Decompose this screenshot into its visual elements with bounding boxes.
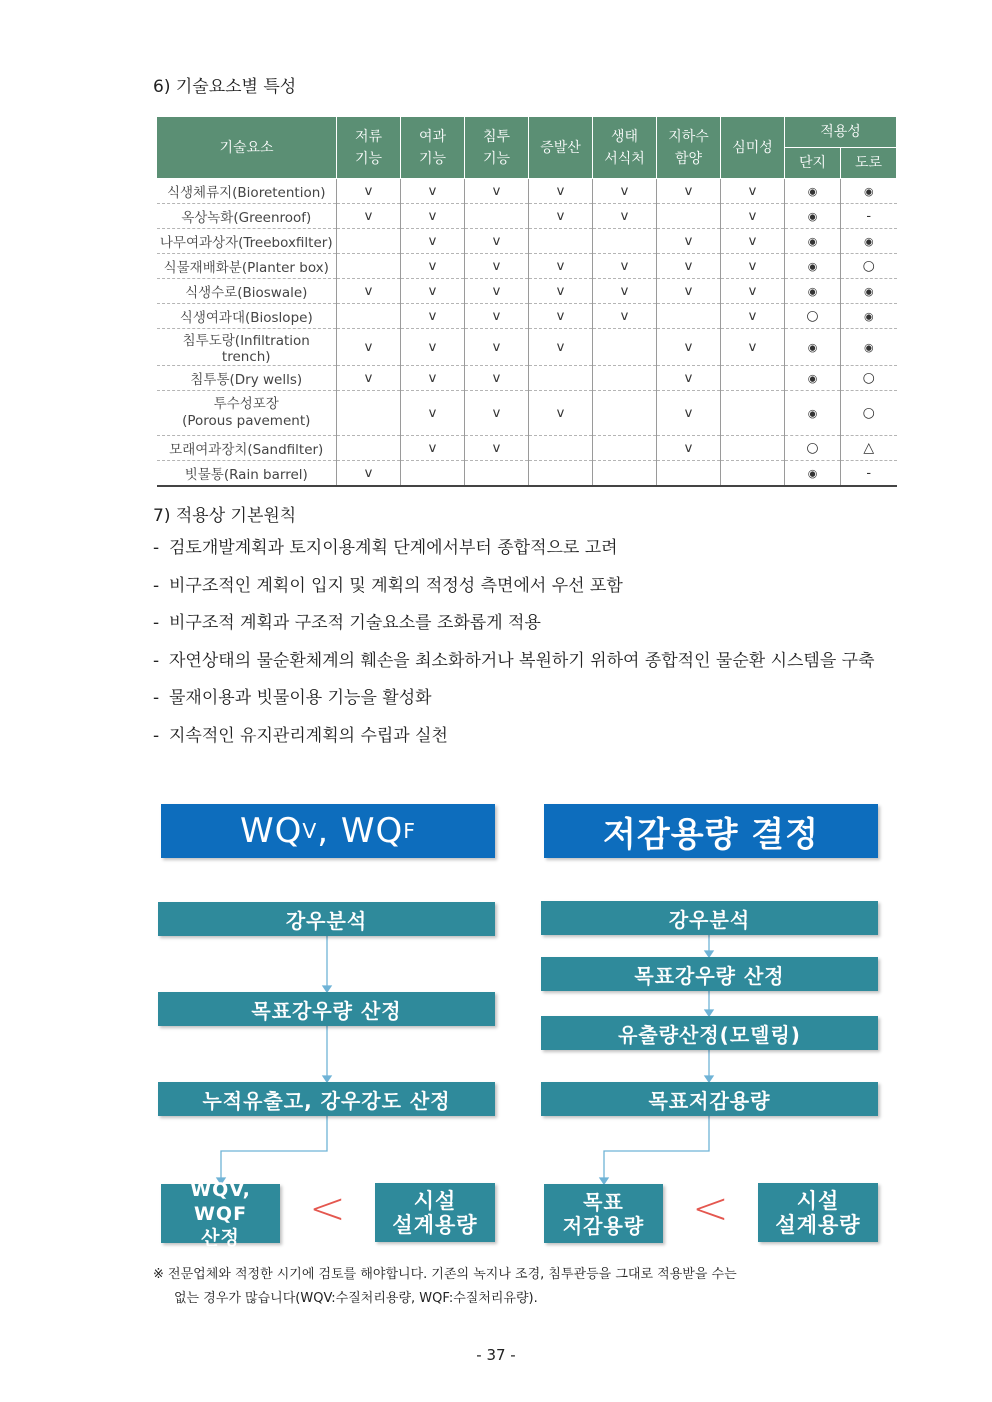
function-cell: v [465,391,529,436]
row-element-name: 나무여과상자(Treeboxfilter) [157,229,337,254]
applicability-cell: ◉ [841,279,897,304]
header-storage: 저류 기능 [337,117,401,179]
footnote: ※ 전문업체와 적정한 시기에 검토를 해야합니다. 기존의 녹지나 조경, 침투관등을 그대로 적용받을 수는 없는 경우가 많습니다(WQV:수질처리용량, WQF:수질처리유량). [153,1267,737,1306]
principle-item: - 자연상태의 물순환체계의 훼손을 최소화하거나 복원하기 위하여 종합적인 물순환 시스템을 구축 [153,650,875,671]
principle-item: - 비구조적 계획과 구조적 기술요소를 조화롭게 적용 [153,613,541,633]
header-element: 기술요소 [157,117,337,179]
row-element-name: 침투도랑(Infiltration trench) [157,329,337,366]
principle-item: - 물재이용과 빗물이용 기능을 활성화 [153,688,432,708]
row-element-name: 식생수로(Bioswale) [157,279,337,304]
function-cell: v [529,391,593,436]
function-cell: v [529,329,593,366]
page-number: - 37 - [476,1346,516,1364]
function-cell: v [529,304,593,329]
applicability-cell: ◉ [785,229,841,254]
left-step-cumulative-runoff: 누적유출고, 강우강도 산정 [158,1082,495,1116]
right-facility-capacity: 시설 설계용량 [758,1183,878,1242]
function-cell: v [465,254,529,279]
row-element-name: 식생체류지(Bioretention) [157,179,337,204]
function-cell: v [593,279,657,304]
right-step-runoff-modeling: 유출량산정(모델링) [541,1016,878,1050]
applicability-cell: ◉ [785,366,841,391]
row-element-name: 식물재배화분(Planter box) [157,254,337,279]
applicability-cell: ◉ [841,329,897,366]
right-result-target-reduction: 목표 저감용량 [544,1184,663,1243]
principle-item: - 지속적인 유지관리계획의 수립과 실천 [153,725,448,746]
row-element-name: 빗물통(Rain barrel) [157,461,337,487]
function-cell: v [337,179,401,204]
function-cell: v [721,304,785,329]
function-cell: v [593,254,657,279]
function-cell: v [465,179,529,204]
section-6-title: 6) 기술요소별 특성 [153,77,297,97]
function-cell: v [657,366,721,391]
function-cell: v [465,229,529,254]
function-cell: v [657,229,721,254]
header-applicability: 적용성 [785,117,897,148]
function-cell: v [721,204,785,229]
function-cell: v [401,229,465,254]
function-cell: v [529,179,593,204]
function-cell: v [721,229,785,254]
function-cell: v [657,279,721,304]
right-step-target-rainfall: 목표강우량 산정 [541,957,878,991]
applicability-cell: ○ [841,366,897,391]
header-habitat: 생태 서식처 [593,117,657,179]
applicability-cell: ○ [841,254,897,279]
function-cell: v [465,279,529,304]
function-cell: v [401,436,465,461]
function-cell: v [337,204,401,229]
function-cell: v [593,179,657,204]
function-cell: v [465,366,529,391]
applicability-cell: ◉ [841,229,897,254]
applicability-cell: - [841,204,897,229]
row-element-name: 침투통(Dry wells) [157,366,337,391]
function-cell: v [593,304,657,329]
reduction-capacity-header: 저감용량 결정 [544,804,878,858]
applicability-cell: ○ [841,391,897,436]
header-groundwater: 지하수 함양 [657,117,721,179]
applicability-cell: ◉ [841,179,897,204]
function-cell: v [465,436,529,461]
function-cell: v [657,329,721,366]
applicability-cell: ○ [785,436,841,461]
header-evaporation: 증발산 [529,117,593,179]
left-step-rainfall-analysis: 강우분석 [158,902,495,936]
applicability-cell: ◉ [785,254,841,279]
function-cell: v [529,254,593,279]
function-cell: v [401,304,465,329]
function-cell: v [401,329,465,366]
applicability-cell: ◉ [841,304,897,329]
row-element-name: 모래여과장치(Sandfilter) [157,436,337,461]
function-cell: v [401,391,465,436]
function-cell: v [721,179,785,204]
row-element-name: 옥상녹화(Greenroof) [157,204,337,229]
function-cell: v [721,254,785,279]
wq-header: WQ V , WQ F [161,804,495,858]
function-cell: v [721,279,785,304]
header-complex: 단지 [785,148,841,179]
function-cell: v [657,436,721,461]
function-cell: v [401,254,465,279]
right-step-rainfall-analysis: 강우분석 [541,901,878,935]
applicability-cell: ◉ [785,461,841,487]
header-infiltration: 침투 기능 [465,117,529,179]
function-cell: v [337,329,401,366]
function-cell: v [465,329,529,366]
function-cell: v [401,366,465,391]
applicability-cell: ◉ [785,204,841,229]
row-element-name: 식생여과대(Bioslope) [157,304,337,329]
left-facility-capacity: 시설 설계용량 [375,1183,495,1242]
left-step-target-rainfall: 목표강우량 산정 [158,992,495,1026]
applicability-cell: - [841,461,897,487]
function-cell: v [657,391,721,436]
right-less-than: < [692,1183,729,1234]
applicability-cell: ○ [785,304,841,329]
applicability-cell: ◉ [785,279,841,304]
principle-item: - 비구조적인 계획이 입지 및 계획의 적정성 측면에서 우선 포함 [153,575,623,596]
function-cell: v [529,204,593,229]
applicability-cell: △ [841,436,897,461]
left-result-wqv-wqf: WQV, WQF 산정 [161,1184,280,1243]
header-road: 도로 [841,148,897,179]
left-less-than: < [309,1183,346,1234]
function-cell: v [401,204,465,229]
function-cell: v [529,279,593,304]
function-cell: v [401,279,465,304]
function-cell: v [657,179,721,204]
function-cell: v [337,461,401,487]
function-cell: v [401,179,465,204]
function-cell: v [657,254,721,279]
function-cell: v [593,204,657,229]
function-cell: v [721,329,785,366]
function-cell: v [337,366,401,391]
header-aesthetic: 심미성 [721,117,785,179]
right-step-target-reduction: 목표저감용량 [541,1082,878,1116]
principle-item: - 검토개발계획과 토지이용계획 단계에서부터 종합적으로 고려 [153,538,618,558]
function-cell: v [465,304,529,329]
applicability-cell: ◉ [785,391,841,436]
row-element-name: 투수성포장 (Porous pavement) [157,391,337,436]
applicability-cell: ◉ [785,179,841,204]
header-filter: 여과 기능 [401,117,465,179]
applicability-cell: ◉ [785,329,841,366]
section-7-title: 7) 적용상 기본원칙 [153,506,297,526]
function-cell: v [337,279,401,304]
